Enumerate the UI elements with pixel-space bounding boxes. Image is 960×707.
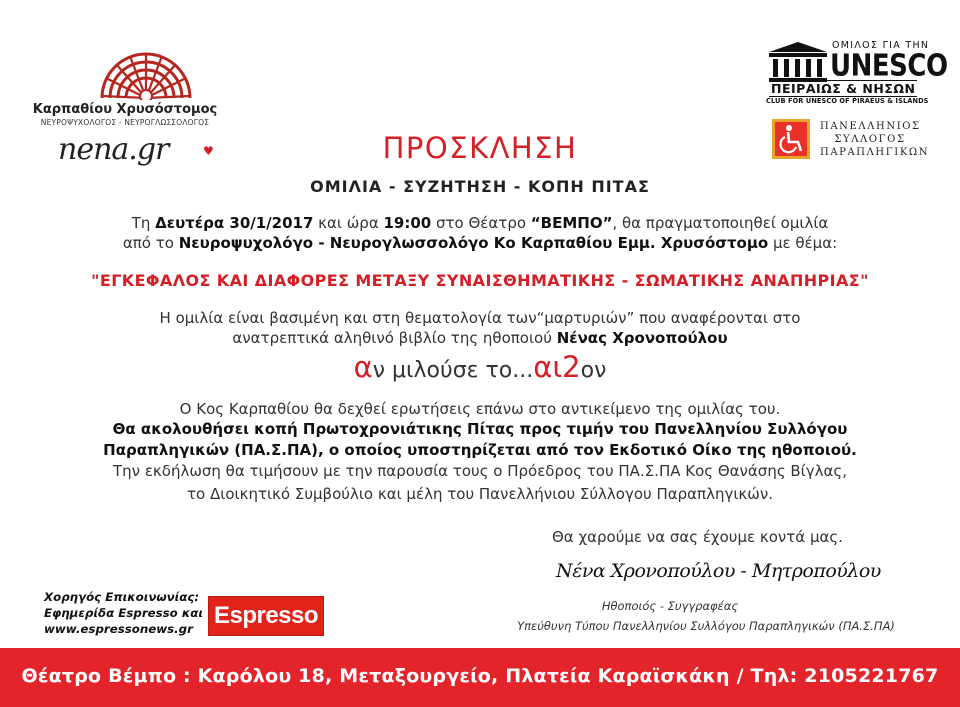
unesco-region: ΠΕΙΡΑΙΩΣ & ΝΗΣΩΝ xyxy=(771,81,916,96)
details-line-4: Την εκδήλωση θα τιμήσουν με την παρουσία τους ο Πρόεδρος του ΠΑ.Σ.ΠΑ Κος Θανάσης Βίγλας, xyxy=(113,462,847,480)
footer-bar xyxy=(0,648,960,707)
karpathiou-logo-icon xyxy=(88,38,204,100)
unesco-temple-icon xyxy=(767,40,829,84)
espresso-logo: Espresso xyxy=(208,596,324,636)
venue-address: Θέατρο Βέμπο : Καρόλου 18, Μεταξουργείο, Πλατεία Καραϊσκάκη / Τηλ: 2105221767 xyxy=(21,665,939,687)
logo-subtitle: ΝΕΥΡΟΨΥΧΟΛΟΓΟΣ - ΝΕΥΡΟΓΛΩΣΣΟΛΟΓΟΣ xyxy=(40,118,210,127)
speaker-name: Νευροψυχολόγο - Νευρογλωσσολόγο Κο Καρπαθίου Εμμ. Χρυσόστομο xyxy=(178,234,769,252)
event-date: Δευτέρα 30/1/2017 xyxy=(155,214,314,232)
event-venue: “ΒΕΜΠΟ” xyxy=(530,214,613,232)
unesco-wordmark: UNESCO xyxy=(830,49,948,84)
unesco-english-name: CLUB FOR UNESCO OF PIRAEUS & ISLANDS xyxy=(766,97,929,105)
event-subtitle: ΟΜΙΛΙΑ - ΣΥΖΗΤΗΣΗ - ΚΟΠΗ ΠΙΤΑΣ xyxy=(310,177,650,196)
signer-role: Ηθοποιός - Συγγραφέας xyxy=(601,599,739,613)
heart-icon: ♥ xyxy=(203,144,214,158)
event-time: 19:00 xyxy=(383,214,432,232)
talk-topic: "ΕΓΚΕΦΑΛΟΣ ΚΑΙ ΔΙΑΦΟΡΕΣ ΜΕΤΑΞΥ ΣΥΝΑΙΣΘΗΜΑΤΙΚΗΣ - ΣΩΜΑΤΙΚΗΣ ΑΝΑΠΗΡΙΑΣ" xyxy=(91,271,869,290)
paspa-line3: ΠΑΡΑΠΛΗΓΙΚΩΝ xyxy=(820,147,930,158)
signer-position: Υπεύθυνη Τύπου Πανελληνίου Συλλόγου Παραπληγικών (ΠΑ.Σ.ΠΑ) xyxy=(517,619,895,633)
unesco-club-label: ΟΜΙΛΟΣ ΓΙΑ ΤΗΝ xyxy=(832,40,930,51)
invite-line-1: Τη Δευτέρα 30/1/2017 και ώρα 19:00 στο Θέατρο “ΒΕΜΠΟ”, θα πραγματοποιηθεί ομιλία xyxy=(131,214,829,232)
book-title: αν μιλούσε το...αι2ον xyxy=(353,350,607,384)
sponsor-website: www.espressonews.gr xyxy=(44,622,193,636)
invite-line-2: από το Νευροψυχολόγο - Νευρογλωσσολόγο Κο Καρπαθίου Εμμ. Χρυσόστομο με θέμα: xyxy=(122,234,838,252)
details-line-1: Ο Κος Καρπαθίου θα δεχθεί ερωτήσεις επάνω στο αντικείμενο της ομιλίας του. xyxy=(179,400,781,418)
talk-basis-line-2: ανατρεπτικά αληθινό βιβλίο της ηθοποιού Νένας Χρονοπούλου xyxy=(232,329,728,347)
sponsor-label: Χορηγός Επικοινωνίας: xyxy=(44,590,200,604)
actress-name: Νένας Χρονοπούλου xyxy=(556,329,728,347)
signature: Νένα Χρονοπούλου - Μητροπούλου xyxy=(556,560,881,582)
logo-name: Καρπαθίου Χρυσόστομος xyxy=(32,102,218,117)
details-line-3: Παραπληγικών (ΠΑ.Σ.ΠΑ), ο οποίος υποστηρίζεται από τον Εκδοτικό Οίκο της ηθοποιού. xyxy=(103,441,857,459)
page-title: ΠΡΟΣΚΛΗΣΗ xyxy=(382,131,578,165)
talk-basis-line-1: Η ομιλία είναι βασιμένη και στη θεματολογία των“μαρτυριών” που αναφέρονται στο xyxy=(159,309,801,327)
details-line-2: Θα ακολουθήσει κοπή Πρωτοχρονιάτικης Πίτας προς τιμήν του Πανελληνίου Συλλόγου xyxy=(112,420,848,438)
nena-logo: nena.gr xyxy=(58,132,169,167)
sponsor-newspaper: Εφημερίδα Espresso και xyxy=(44,606,203,620)
paspa-line2: ΣΥΛΛΟΓΟΣ xyxy=(834,134,906,145)
closing-line: Θα χαρούμε να σας έχουμε κοντά μας. xyxy=(552,528,843,546)
details-line-5: το Διοικητικό Συμβούλιο και μέλη του Πανελλήνιου Σύλλογου Παραπληγικών. xyxy=(187,485,773,503)
paspa-line1: ΠΑΝΕΛΛΗΝΙΟΣ xyxy=(820,121,921,132)
